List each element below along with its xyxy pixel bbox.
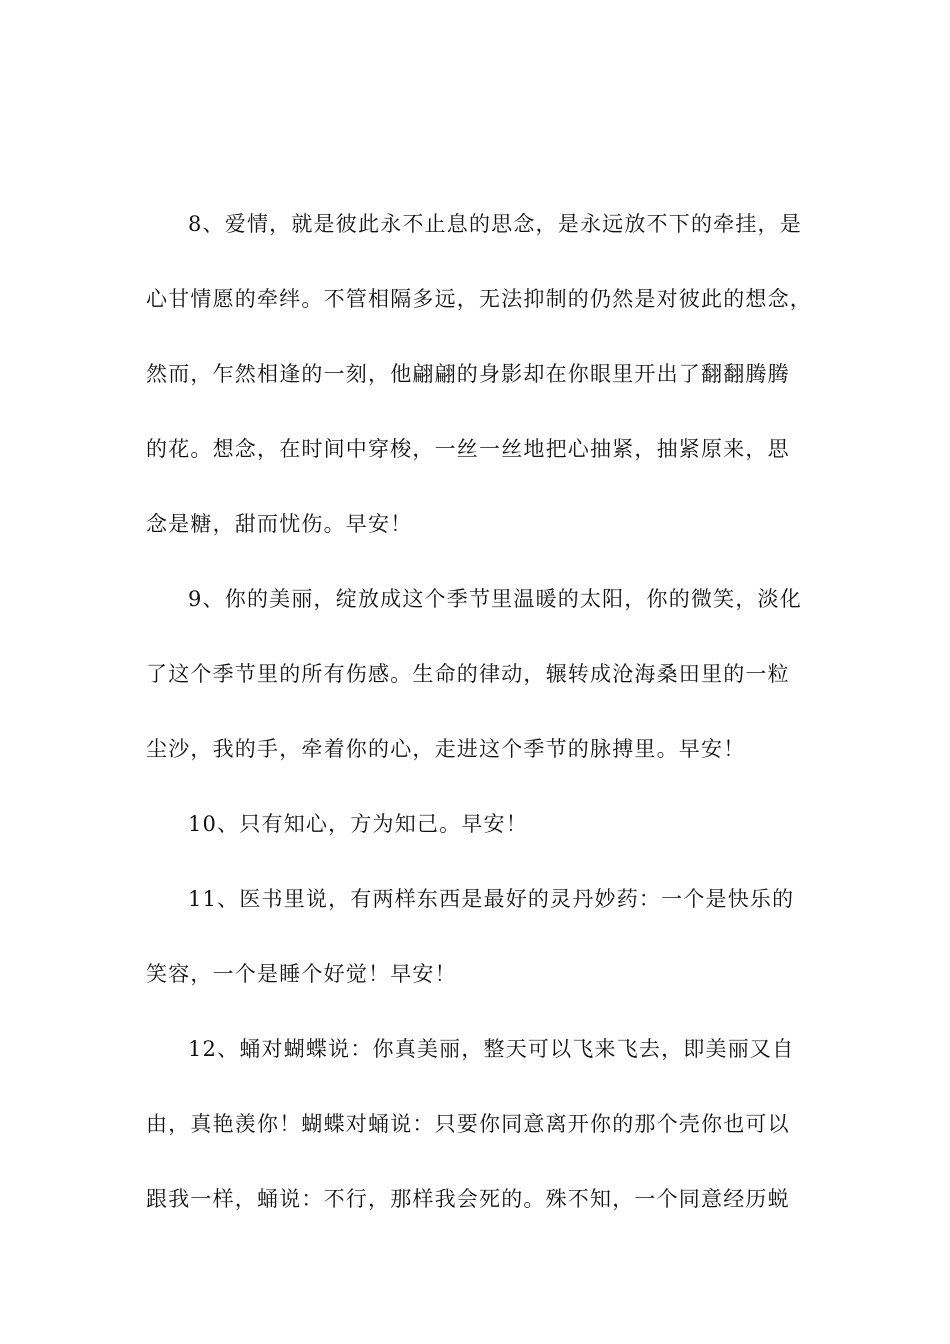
paragraph-8-line-3: 然而，乍然相逢的一刻，他翩翩的身影却在你眼里开出了翻翻腾腾 bbox=[146, 362, 790, 386]
paragraph-8-line-2: 心甘情愿的牵绊。不管相隔多远，无法抑制的仍然是对彼此的想念， bbox=[146, 287, 812, 311]
paragraph-10-line-1: 10、只有知心，方为知己。早安！ bbox=[188, 812, 528, 836]
document-body bbox=[146, 187, 812, 1237]
paragraph-11-line-1: 11、医书里说，有两样东西是最好的灵丹妙药：一个是快乐的 bbox=[188, 887, 795, 911]
paragraph-8-line-4: 的花。想念，在时间中穿梭，一丝一丝地把心抽紧，抽紧原来，思 bbox=[146, 437, 790, 461]
paragraph-8-line-5: 念是糖，甜而忧伤。早安！ bbox=[146, 512, 413, 536]
paragraph-9-line-2: 了这个季节里的所有伤感。生命的律动，辗转成沧海桑田里的一粒 bbox=[146, 662, 790, 686]
paragraph-9-line-1: 9、你的美丽，绽放成这个季节里温暖的太阳，你的微笑，淡化 bbox=[188, 587, 802, 611]
paragraph-11-line-2: 笑容，一个是睡个好觉！早安！ bbox=[146, 962, 457, 986]
paragraph-12-line-3: 跟我一样，蛹说：不行，那样我会死的。殊不知，一个同意经历蜕 bbox=[146, 1187, 790, 1211]
paragraph-12-line-2: 由，真艳羡你！蝴蝶对蛹说：只要你同意离开你的那个壳你也可以 bbox=[146, 1112, 790, 1136]
paragraph-8-line-1: 8、爱情，就是彼此永不止息的思念，是永远放不下的牵挂，是 bbox=[188, 212, 802, 236]
paragraph-9-line-3: 尘沙，我的手，牵着你的心，走进这个季节的脉搏里。早安！ bbox=[146, 737, 746, 761]
paragraph-12-line-1: 12、蛹对蝴蝶说：你真美丽，整天可以飞来飞去，即美丽又自 bbox=[188, 1037, 795, 1061]
